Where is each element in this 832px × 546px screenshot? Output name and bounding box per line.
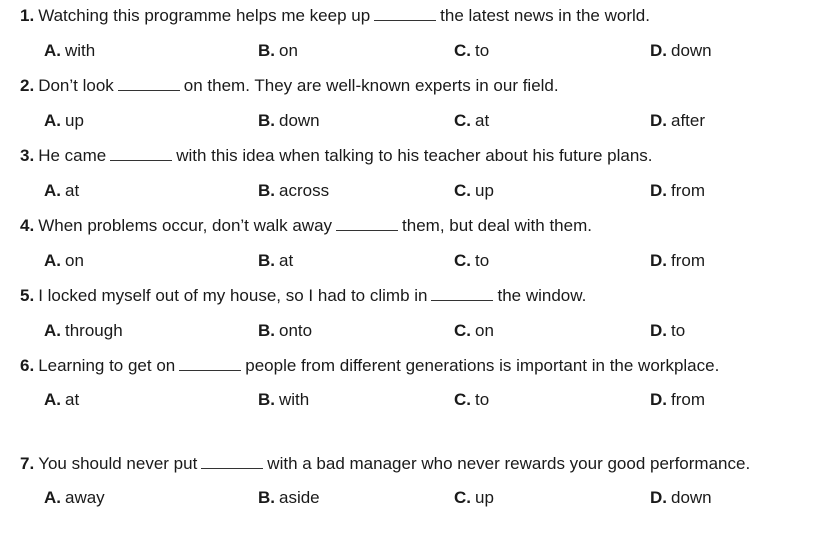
option-letter: C.: [454, 488, 471, 507]
options-row: [20, 107, 810, 135]
option-text: on: [65, 251, 84, 270]
option-c: [454, 107, 489, 135]
option-c: [454, 247, 489, 275]
option-text: up: [475, 488, 494, 507]
question-2: [20, 72, 810, 135]
stem-text-before: Watching this programme helps me keep up: [38, 6, 371, 25]
question-number: 7.: [20, 454, 35, 473]
stem-text-before: Learning to get on: [38, 356, 176, 375]
option-letter: D.: [650, 111, 667, 130]
question-6: [20, 352, 810, 414]
option-a: [44, 247, 84, 275]
option-c: [454, 484, 494, 512]
question-stem: [20, 142, 810, 170]
option-c: [454, 386, 489, 414]
option-text: to: [475, 41, 490, 60]
option-a: [44, 317, 123, 345]
option-letter: A.: [44, 321, 61, 340]
option-a: [44, 37, 95, 65]
option-d: [650, 386, 705, 414]
option-b: [258, 37, 298, 65]
option-d: [650, 317, 685, 345]
option-letter: B.: [258, 181, 275, 200]
stem-text-before: When problems occur, don’t walk away: [38, 216, 333, 235]
option-b: [258, 177, 329, 205]
option-letter: C.: [454, 251, 471, 270]
option-text: aside: [279, 488, 320, 507]
option-letter: A.: [44, 488, 61, 507]
option-d: [650, 177, 705, 205]
option-text: to: [475, 251, 490, 270]
option-b: [258, 484, 320, 512]
answer-blank: [374, 8, 436, 21]
stem-text-after: on them. They are well-known experts in our field.: [183, 76, 559, 95]
option-text: at: [475, 111, 490, 130]
stem-text-before: He came: [38, 146, 107, 165]
option-letter: C.: [454, 321, 471, 340]
option-text: onto: [279, 321, 313, 340]
option-text: away: [65, 488, 105, 507]
option-text: through: [65, 321, 123, 340]
option-d: [650, 107, 705, 135]
option-c: [454, 317, 494, 345]
option-c: [454, 177, 494, 205]
answer-blank: [110, 148, 172, 161]
option-text: at: [279, 251, 294, 270]
question-stem: [20, 2, 810, 30]
answer-blank: [179, 358, 241, 371]
stem-text-before: I locked myself out of my house, so I had to climb in: [38, 286, 428, 305]
options-row: [20, 317, 810, 345]
option-text: up: [65, 111, 84, 130]
option-letter: A.: [44, 390, 61, 409]
option-a: [44, 386, 79, 414]
options-row: [20, 386, 810, 414]
option-letter: B.: [258, 251, 275, 270]
answer-blank: [336, 218, 398, 231]
option-letter: D.: [650, 390, 667, 409]
option-letter: B.: [258, 41, 275, 60]
option-text: with: [65, 41, 96, 60]
option-letter: B.: [258, 390, 275, 409]
option-c: [454, 37, 489, 65]
question-3: [20, 142, 810, 205]
question-number: 6.: [20, 356, 35, 375]
option-text: from: [671, 251, 705, 270]
option-a: [44, 177, 79, 205]
options-row: [20, 177, 810, 205]
option-text: at: [65, 181, 80, 200]
option-text: down: [671, 41, 712, 60]
stem-text-after: with a bad manager who never rewards your good performance.: [267, 454, 751, 473]
option-text: on: [279, 41, 298, 60]
option-a: [44, 107, 84, 135]
option-text: at: [65, 390, 80, 409]
question-number: 4.: [20, 216, 35, 235]
answer-blank: [201, 456, 263, 469]
option-text: from: [671, 390, 705, 409]
answer-blank: [431, 288, 493, 301]
stem-text-before: You should never put: [38, 454, 198, 473]
option-letter: D.: [650, 488, 667, 507]
question-stem: [20, 450, 810, 478]
option-text: across: [279, 181, 330, 200]
option-letter: D.: [650, 321, 667, 340]
option-text: on: [475, 321, 494, 340]
option-d: [650, 484, 712, 512]
options-row: [20, 484, 810, 512]
stem-text-after: the latest news in the world.: [440, 6, 650, 25]
option-d: [650, 247, 705, 275]
option-a: [44, 484, 105, 512]
option-letter: D.: [650, 181, 667, 200]
question-number: 5.: [20, 286, 35, 305]
question-number: 3.: [20, 146, 35, 165]
question-7: [20, 450, 810, 512]
option-d: [650, 37, 712, 65]
stem-text-after: them, but deal with them.: [402, 216, 592, 235]
option-letter: B.: [258, 111, 275, 130]
option-text: from: [671, 181, 705, 200]
question-stem: [20, 352, 810, 380]
option-text: after: [671, 111, 706, 130]
question-5: [20, 282, 810, 345]
option-text: up: [475, 181, 494, 200]
option-letter: C.: [454, 111, 471, 130]
option-text: down: [671, 488, 712, 507]
option-letter: A.: [44, 41, 61, 60]
question-number: 2.: [20, 76, 35, 95]
question-stem: [20, 72, 810, 100]
stem-text-after: with this idea when talking to his teacher about his future plans.: [176, 146, 653, 165]
option-letter: C.: [454, 41, 471, 60]
question-1: [20, 2, 810, 65]
option-text: to: [475, 390, 490, 409]
option-letter: D.: [650, 41, 667, 60]
option-letter: A.: [44, 251, 61, 270]
answer-blank: [118, 78, 180, 91]
option-b: [258, 317, 312, 345]
option-text: to: [671, 321, 686, 340]
question-stem: [20, 282, 810, 310]
option-letter: A.: [44, 111, 61, 130]
option-b: [258, 247, 293, 275]
option-letter: C.: [454, 181, 471, 200]
option-letter: B.: [258, 488, 275, 507]
stem-text-after: people from different generations is important in the workplace.: [245, 356, 720, 375]
question-stem: [20, 212, 810, 240]
option-text: down: [279, 111, 320, 130]
option-letter: A.: [44, 181, 61, 200]
option-letter: B.: [258, 321, 275, 340]
question-4: [20, 212, 810, 275]
stem-text-after: the window.: [497, 286, 587, 305]
option-b: [258, 386, 309, 414]
options-row: [20, 37, 810, 65]
option-letter: D.: [650, 251, 667, 270]
option-letter: C.: [454, 390, 471, 409]
option-b: [258, 107, 320, 135]
stem-text-before: Don’t look: [38, 76, 114, 95]
question-number: 1.: [20, 6, 35, 25]
option-text: with: [279, 390, 310, 409]
options-row: [20, 247, 810, 275]
